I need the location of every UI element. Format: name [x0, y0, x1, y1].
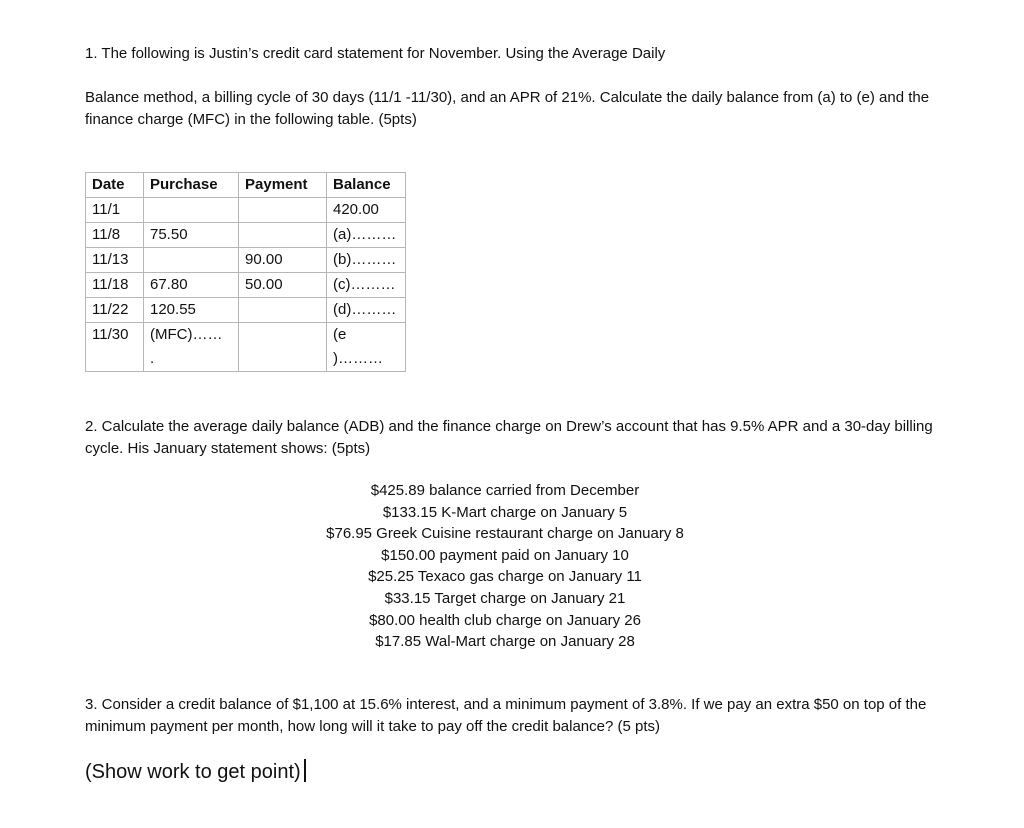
table-row — [86, 273, 406, 298]
cell-purchase: 75.50 — [144, 223, 239, 248]
question-1-title: 1. The following is Justin’s credit card statement for November. Using the Average Daily — [85, 45, 666, 62]
cell-balance: )……… — [327, 347, 406, 372]
cell-payment — [239, 223, 327, 248]
cell-balance: (d)……… — [327, 298, 406, 323]
cell-date — [86, 347, 144, 372]
cell-purchase: (MFC)…… — [144, 323, 239, 348]
list-item: $76.95 Greek Cuisine restaurant charge on January 8 — [326, 525, 684, 543]
list-item: $17.85 Wal-Mart charge on January 28 — [375, 633, 635, 651]
header-payment: Payment — [239, 173, 327, 198]
cell-date: 11/18 — [86, 273, 144, 298]
list-item: $25.25 Texaco gas charge on January 11 — [368, 568, 642, 586]
list-item: $33.15 Target charge on January 21 — [384, 589, 626, 607]
cell-purchase: . — [144, 347, 239, 372]
cell-balance: (e — [327, 323, 406, 348]
question-2-text: 2. Calculate the average daily balance (ADB) and the finance charge on Drew’s account that has 9.5% APR and a 30-day billing cycle. His January statement shows: (5pts) — [85, 418, 933, 457]
table-row — [86, 347, 406, 372]
question-3-text: 3. Consider a credit balance of $1,100 at 15.6% interest, and a minimum payment of 3.8%. If we pay an extra $50 on top of the minimum payment per month, how long will it take to pay off the credit balance? (5 pts) — [85, 696, 927, 735]
cell-payment — [239, 323, 327, 348]
text-cursor — [304, 759, 306, 782]
list-item: $80.00 health club charge on January 26 — [369, 611, 641, 629]
question-1-instructions: Balance method, a billing cycle of 30 days (11/1 -11/30), and an APR of 21%. Calculate the daily balance from (a) to (e) and the finance charge (MFC) in the following table. (5pts) — [85, 89, 930, 128]
list-item: $133.15 K-Mart charge on January 5 — [382, 503, 628, 521]
table-row — [86, 223, 406, 248]
cell-date: 11/22 — [86, 298, 144, 323]
cell-date: 11/13 — [86, 248, 144, 273]
cell-payment — [239, 347, 327, 372]
answer-input-area[interactable] — [85, 759, 306, 785]
cell-payment — [239, 198, 327, 223]
show-work-text: (Show work to get point) — [85, 761, 301, 783]
statement-table — [85, 172, 406, 372]
list-item: $425.89 balance carried from December — [370, 482, 640, 499]
cell-payment: 90.00 — [239, 248, 327, 273]
statement-item-list — [250, 480, 760, 653]
header-balance: Balance — [327, 173, 406, 198]
cell-purchase — [144, 198, 239, 223]
cell-date: 11/8 — [86, 223, 144, 248]
cell-date: 11/1 — [86, 198, 144, 223]
cell-purchase: 67.80 — [144, 273, 239, 298]
cell-date: 11/30 — [86, 323, 144, 348]
header-date: Date — [86, 173, 144, 198]
cell-purchase: 120.55 — [144, 298, 239, 323]
cell-balance: (a)……… — [327, 223, 406, 248]
cell-payment: 50.00 — [239, 273, 327, 298]
cell-balance: (c)……… — [327, 273, 406, 298]
table-row — [86, 298, 406, 323]
table-row — [86, 198, 406, 223]
cell-balance: 420.00 — [327, 198, 406, 223]
header-purchase: Purchase — [144, 173, 239, 198]
list-item: $150.00 payment paid on January 10 — [381, 546, 629, 564]
cell-payment — [239, 298, 327, 323]
table-header-row — [86, 173, 406, 198]
cell-balance: (b)……… — [327, 248, 406, 273]
cell-purchase — [144, 248, 239, 273]
table-row — [86, 323, 406, 348]
table-row — [86, 248, 406, 273]
